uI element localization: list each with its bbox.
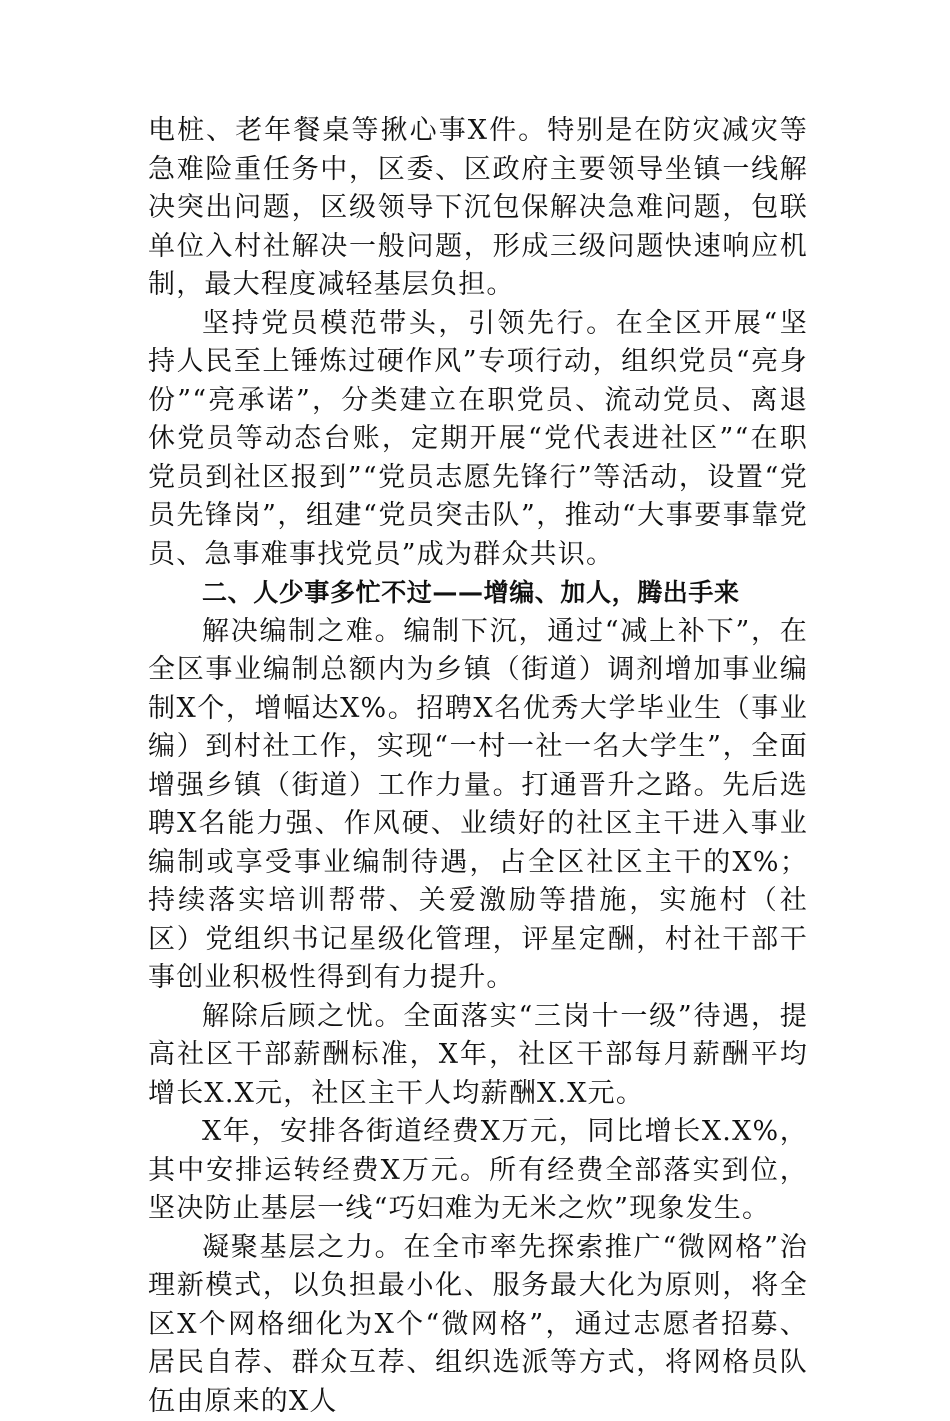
paragraph-micro-grid: 凝聚基层之力。在全市率先探索推广“微网格”治理新模式，以负担最小化、服务最大化为原则，将全区X个网格细化为X个“微网格”，通过志愿者招募、居民自荐、群众互荐、组织选派等方式，将网格员队伍由原来的X人 xyxy=(148,1229,808,1421)
paragraph-continued: 电桩、老年餐桌等揪心事X件。特别是在防灾减灾等急难险重任务中，区委、区政府主要领导坐镇一线解决突出问题，区级领导下沉包保解决急难问题，包联单位入村社解决一般问题，形成三级问题快速响应机制，最大程度减轻基层负担。 xyxy=(148,112,808,305)
paragraph-staffing: 解决编制之难。编制下沉，通过“减上补下”，在全区事业编制总额内为乡镇（街道）调剂增加事业编制X个，增幅达X%。招聘X名优秀大学毕业生（事业编）到村社工作，实现“一村一社一名大学生”，全面增强乡镇（街道）工作力量。打通晋升之路。先后选聘X名能力强、作风硬、业绩好的社区主干进入事业编制或享受事业编制待遇，占全区社区主干的X%；持续落实培训帮带、关爱激励等措施，实施村（社区）党组织书记星级化管理，评星定酬，村社干部干事创业积极性得到有力提升。 xyxy=(148,613,808,998)
paragraph-funding: X年，安排各街道经费X万元，同比增长X.X%，其中安排运转经费X万元。所有经费全部落实到位，坚决防止基层一线“巧妇难为无米之炊”现象发生。 xyxy=(148,1113,808,1229)
document-body xyxy=(148,112,808,1421)
paragraph-salary: 解除后顾之忧。全面落实“三岗十一级”待遇，提高社区干部薪酬标准，X年，社区干部每月薪酬平均增长X.X元，社区主干人均薪酬X.X元。 xyxy=(148,998,808,1114)
paragraph-party-members: 坚持党员模范带头，引领先行。在全区开展“坚持人民至上锤炼过硬作风”专项行动，组织党员“亮身份”“亮承诺”，分类建立在职党员、流动党员、离退休党员等动态台账，定期开展“党代表进社区”“在职党员到社区报到”“党员志愿先锋行”等活动，设置“党员先锋岗”，组建“党员突击队”，推动“大事要事靠党员、急事难事找党员”成为群众共识。 xyxy=(148,305,808,575)
section-heading: 二、人少事多忙不过——增编、加人，腾出手来 xyxy=(148,574,808,613)
